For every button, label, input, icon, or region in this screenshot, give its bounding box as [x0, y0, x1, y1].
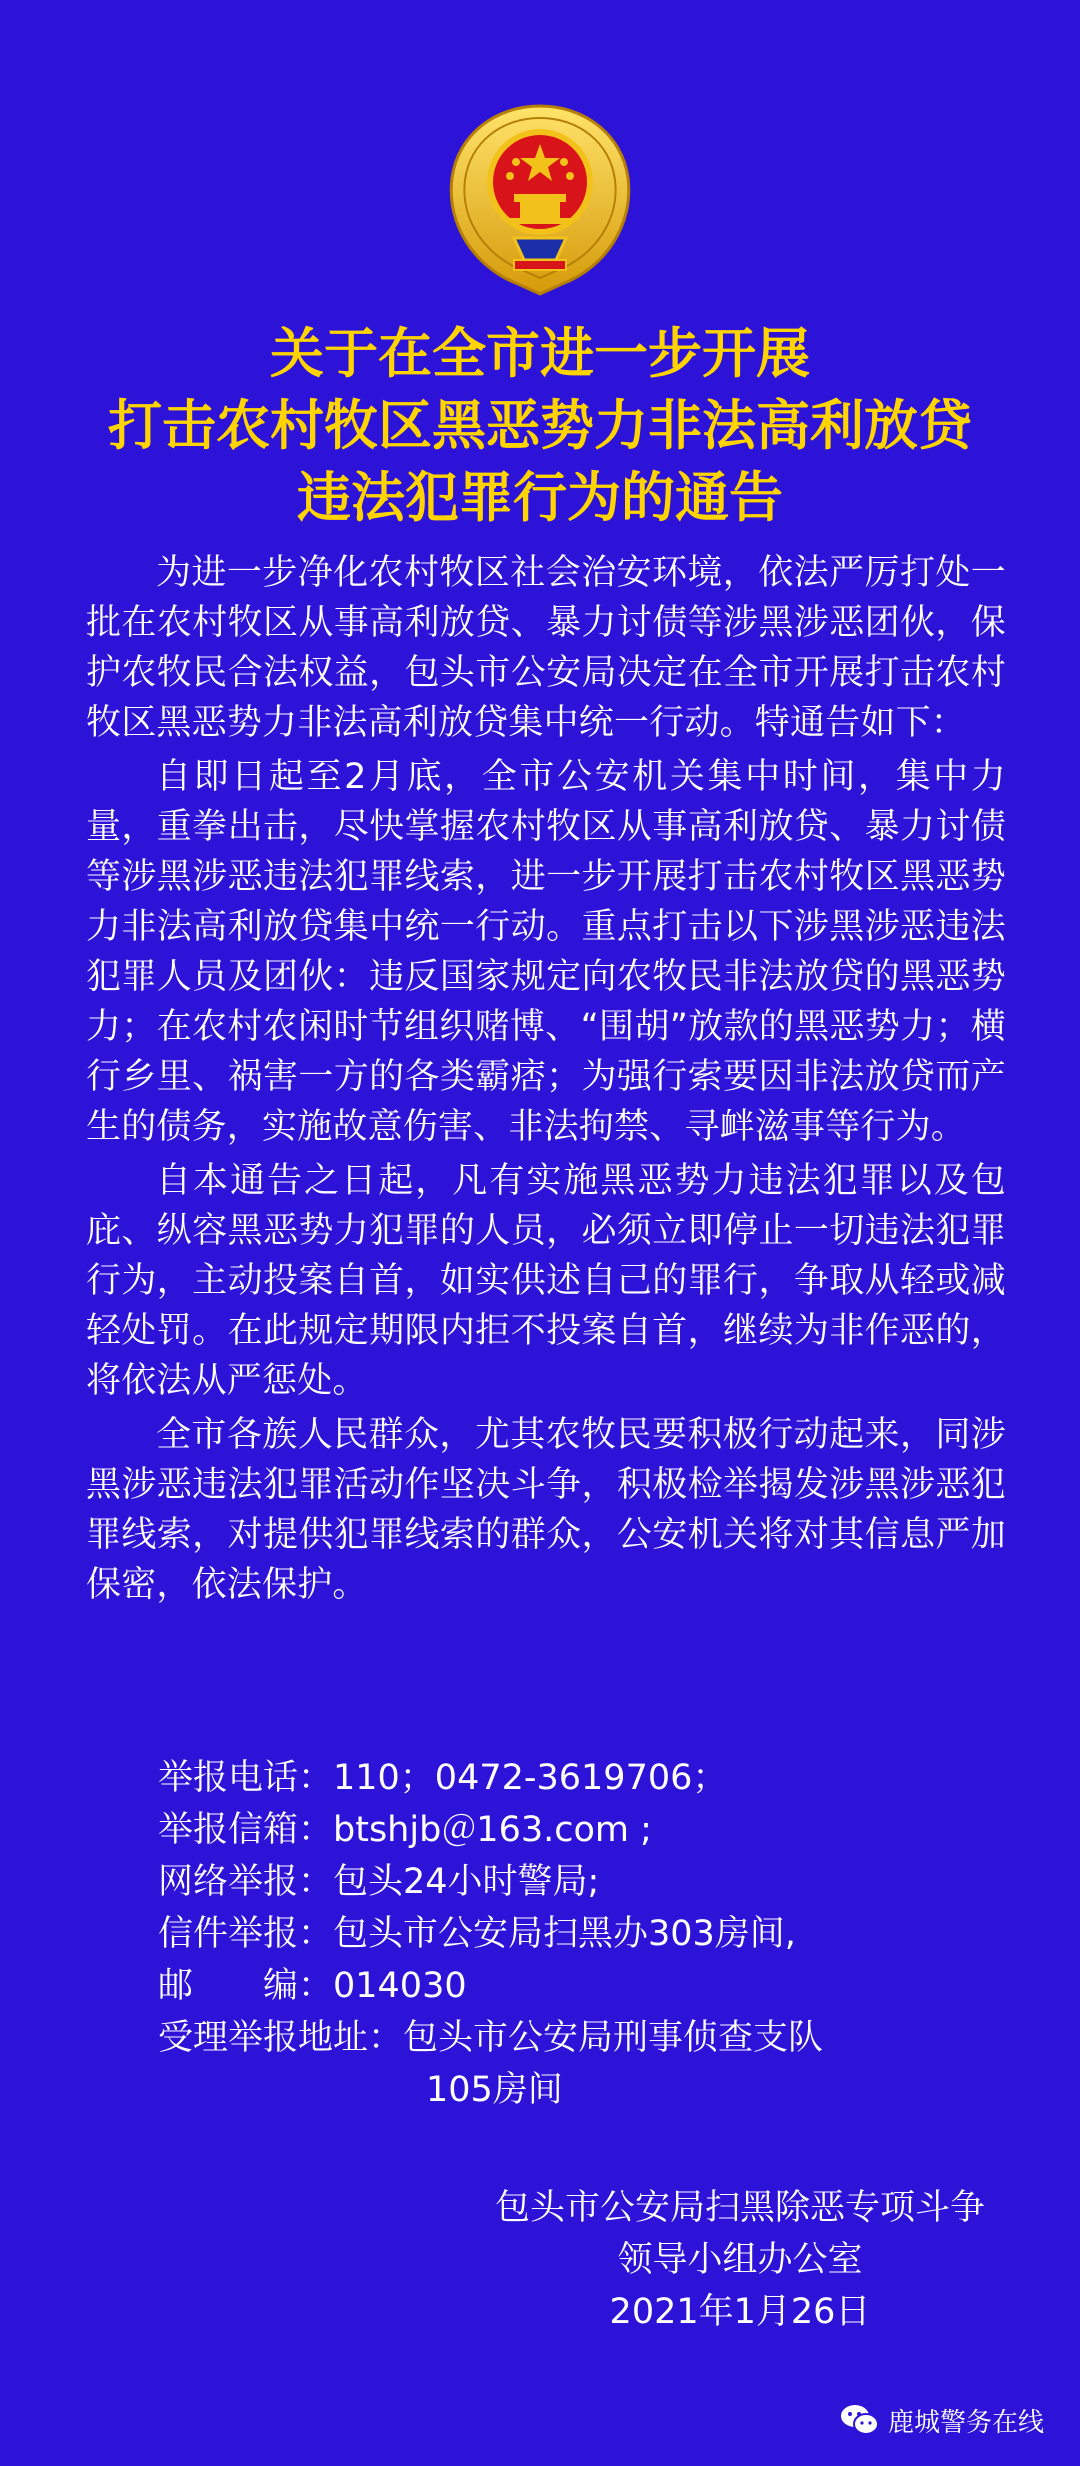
signature-date: 2021年1月26日 — [609, 2292, 871, 2332]
wechat-icon — [840, 2403, 880, 2437]
report-online: 网络举报：包头24小时警局; — [158, 1862, 600, 1902]
title-line: 关于在全市进一步开展 — [270, 322, 810, 385]
contact-info — [158, 1752, 823, 2116]
paragraph: 自即日起至2月底，全市公安机关集中时间，集中力量，重拳出击，尽快掌握农村牧区从事高利放贷、暴力讨债等涉黑涉恶违法犯罪线索，进一步开展打击农村牧区黑恶势力非法高利放贷集中统一行动。重点打击以下涉黑涉恶违法犯罪人员及团伙：违反国家规定向农牧民非法放贷的黑恶势力；在农村农闲时节组织赌博、“围胡”放款的黑恶势力；横行乡里、祸害一方的各类霸痞；为强行索要因非法放贷而产生的债务，实施故意伤害、非法拘禁、寻衅滋事等行为。 — [86, 757, 1006, 1147]
report-letter: 信件举报：包头市公安局扫黑办303房间, — [158, 1914, 796, 1954]
report-phone: 举报电话：110；0472-3619706； — [158, 1758, 728, 1798]
report-email: 举报信箱：btshjb＠163.com ; — [158, 1810, 652, 1850]
title-line: 违法犯罪行为的通告 — [297, 466, 783, 529]
title-line: 打击农村牧区黑恶势力非法高利放贷 — [108, 394, 972, 457]
paragraph: 全市各族人民群众，尤其农牧民要积极行动起来，同涉黑涉恶违法犯罪活动作坚决斗争，积极检举揭发涉黑涉恶犯罪线索，对提供犯罪线索的群众，公安机关将对其信息严加保密，依法保护。 — [86, 1415, 1006, 1605]
report-address: 受理举报地址：包头市公安局刑事侦查支队 — [158, 2018, 824, 2058]
paragraph: 为进一步净化农村牧区社会治安环境，依法严厉打处一批在农村牧区从事高利放贷、暴力讨债等涉黑涉恶团伙，保护农牧民合法权益，包头市公安局决定在全市开展打击农村牧区黑恶势力非法高利放贷集中统一行动。特通告如下： — [86, 553, 1006, 743]
signature — [460, 2182, 1020, 2338]
watermark — [840, 2400, 1044, 2440]
notice-body — [86, 548, 1006, 1614]
paragraph: 自本通告之日起，凡有实施黑恶势力违法犯罪以及包庇、纵容黑恶势力犯罪的人员，必须立即停止一切违法犯罪行为，主动投案自首，如实供述自己的罪行，争取从轻或减轻处罚。在此规定期限内拒不投案自首，继续为非作恶的，将依法从严惩处。 — [86, 1161, 1006, 1401]
signature-office: 领导小组办公室 — [617, 2240, 863, 2280]
postal-code: 邮 编：014030 — [158, 1966, 467, 2006]
signature-org: 包头市公安局扫黑除恶专项斗争 — [494, 2188, 985, 2228]
report-address-room: 105房间 — [426, 2070, 563, 2110]
police-emblem-icon — [444, 100, 636, 298]
watermark-text: 鹿城警务在线 — [887, 2407, 1044, 2438]
notice-title — [0, 318, 1080, 534]
